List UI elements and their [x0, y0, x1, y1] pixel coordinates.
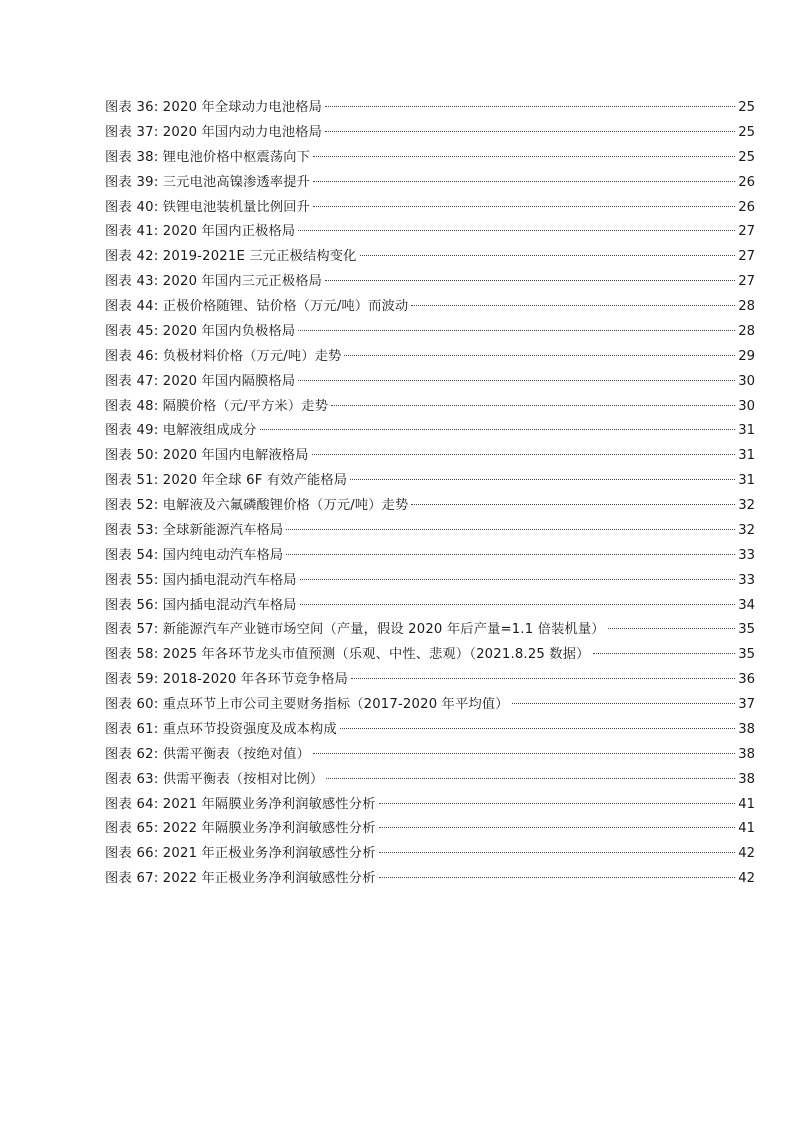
toc-entry-title: 2022 年隔膜业务净利润敏感性分析 — [162, 821, 376, 837]
toc-dot-leader — [593, 653, 736, 654]
toc-entry[interactable] — [105, 743, 755, 768]
toc-entry-label: 图表 58: — [105, 647, 159, 663]
toc-entry-title: 全球新能源汽车格局 — [162, 522, 284, 538]
toc-entry-page-number: 32 — [738, 522, 755, 538]
toc-entry-label: 图表 63: — [105, 771, 159, 787]
toc-entry-label: 图表 51: — [105, 473, 159, 489]
toc-entry-page-number: 38 — [738, 721, 755, 737]
toc-dot-leader — [351, 678, 735, 679]
table-of-figures — [105, 96, 755, 892]
toc-dot-leader — [326, 778, 735, 779]
toc-entry-page-number: 41 — [738, 821, 755, 837]
toc-dot-leader — [379, 852, 736, 853]
toc-entry-label: 图表 52: — [105, 498, 159, 513]
toc-dot-leader — [286, 529, 735, 530]
toc-entry-label: 图表 65: — [105, 821, 159, 837]
toc-entry-label: 图表 67: — [105, 871, 159, 887]
toc-entry[interactable] — [105, 867, 755, 892]
toc-dot-leader — [313, 181, 735, 182]
toc-entry-title: 重点环节投资强度及成本构成 — [162, 721, 337, 737]
toc-dot-leader — [512, 703, 736, 704]
toc-entry-page-number: 25 — [738, 124, 755, 140]
toc-entry-page-number: 26 — [738, 199, 755, 215]
toc-entry-page-number: 38 — [738, 771, 755, 787]
toc-entry[interactable] — [105, 146, 755, 171]
toc-entry-title: 新能源汽车产业链市场空间（产量，假设 2020 年后产量=1.1 倍装机量） — [162, 622, 605, 638]
toc-entry-label: 图表 42: — [105, 249, 159, 265]
toc-entry[interactable] — [105, 544, 755, 569]
toc-entry-page-number: 31 — [738, 423, 755, 439]
toc-entry-title: 隔膜价格（元/平方米）走势 — [162, 398, 329, 414]
toc-entry-page-number: 38 — [738, 746, 755, 762]
toc-entry[interactable] — [105, 295, 755, 320]
toc-dot-leader — [300, 579, 736, 580]
toc-entry[interactable] — [105, 220, 755, 245]
toc-entry-title: 2019-2021E 三元正极结构变化 — [162, 249, 357, 265]
toc-entry-title: 锂电池价格中枢震荡向下 — [162, 149, 311, 165]
toc-dot-leader — [312, 454, 736, 455]
toc-entry-title: 三元电池高镍渗透率提升 — [162, 174, 311, 190]
toc-entry[interactable] — [105, 395, 755, 420]
toc-entry-title: 2020 年国内电解液格局 — [162, 448, 309, 464]
toc-dot-leader — [331, 405, 735, 406]
toc-dot-leader — [411, 504, 735, 505]
toc-entry-page-number: 30 — [738, 398, 755, 414]
toc-entry-title: 2025 年各环节龙头市值预测（乐观、中性、悲观）（2021.8.25 数据） — [162, 647, 590, 663]
toc-entry-page-number: 30 — [738, 373, 755, 389]
toc-entry-title: 负极材料价格（万元/吨）走势 — [162, 348, 342, 364]
toc-entry-page-number: 33 — [738, 572, 755, 588]
toc-entry-label: 图表 50: — [105, 448, 159, 464]
toc-entry-label: 图表 64: — [105, 796, 159, 812]
toc-entry-label: 图表 57: — [105, 622, 159, 638]
toc-dot-leader — [350, 479, 735, 480]
toc-entry-page-number: 25 — [738, 100, 755, 115]
toc-dot-leader — [313, 753, 735, 754]
toc-entry-label: 图表 47: — [105, 373, 159, 389]
toc-entry-page-number: 28 — [738, 299, 755, 314]
toc-entry-title: 2021 年隔膜业务净利润敏感性分析 — [162, 796, 376, 812]
toc-entry[interactable] — [105, 171, 755, 196]
toc-entry-page-number: 27 — [738, 274, 755, 290]
toc-entry[interactable] — [105, 569, 755, 594]
toc-entry-page-number: 31 — [738, 448, 755, 464]
toc-entry-label: 图表 54: — [105, 547, 159, 563]
toc-entry-label: 图表 49: — [105, 423, 159, 439]
toc-dot-leader — [379, 803, 736, 804]
toc-entry-label: 图表 60: — [105, 697, 159, 712]
toc-entry[interactable] — [105, 469, 755, 494]
toc-entry-label: 图表 53: — [105, 522, 159, 538]
toc-entry-title: 2021 年正极业务净利润敏感性分析 — [162, 846, 376, 862]
toc-dot-leader — [260, 429, 736, 430]
toc-entry-label: 图表 48: — [105, 398, 159, 414]
toc-entry-page-number: 36 — [738, 672, 755, 688]
toc-entry[interactable] — [105, 519, 755, 544]
toc-entry[interactable] — [105, 96, 755, 121]
toc-entry-label: 图表 41: — [105, 224, 159, 240]
toc-entry-label: 图表 59: — [105, 672, 159, 688]
toc-entry[interactable] — [105, 270, 755, 295]
toc-entry-title: 2020 年国内隔膜格局 — [162, 373, 296, 389]
toc-dot-leader — [340, 728, 735, 729]
toc-entry-page-number: 37 — [738, 697, 755, 712]
toc-entry[interactable] — [105, 618, 755, 643]
toc-entry[interactable] — [105, 444, 755, 469]
toc-entry[interactable] — [105, 668, 755, 693]
toc-entry-page-number: 25 — [738, 149, 755, 165]
toc-entry-title: 铁锂电池装机量比例回升 — [162, 199, 311, 215]
toc-dot-leader — [344, 355, 735, 356]
toc-entry-title: 2018-2020 年各环节竞争格局 — [162, 672, 348, 688]
toc-entry-title: 供需平衡表（按绝对值） — [162, 746, 311, 762]
toc-entry-title: 2020 年国内正极格局 — [162, 224, 296, 240]
toc-entry-label: 图表 62: — [105, 746, 159, 762]
toc-entry-page-number: 42 — [738, 846, 755, 862]
toc-entry-label: 图表 43: — [105, 274, 159, 290]
toc-entry-title: 重点环节上市公司主要财务指标（2017-2020 年平均值） — [162, 697, 509, 712]
toc-entry[interactable] — [105, 345, 755, 370]
toc-entry-page-number: 27 — [738, 249, 755, 265]
toc-entry-title: 2020 年国内负极格局 — [162, 323, 296, 339]
toc-entry[interactable] — [105, 594, 755, 619]
toc-entry-page-number: 35 — [738, 647, 755, 663]
toc-entry[interactable] — [105, 817, 755, 842]
toc-entry[interactable] — [105, 196, 755, 221]
toc-entry-page-number: 42 — [738, 871, 755, 887]
toc-dot-leader — [379, 827, 736, 828]
toc-entry-page-number: 34 — [738, 597, 755, 613]
toc-dot-leader — [286, 554, 735, 555]
toc-entry-title: 国内插电混动汽车格局 — [162, 572, 297, 588]
toc-entry-page-number: 31 — [738, 473, 755, 489]
toc-dot-leader — [313, 206, 735, 207]
toc-entry-title: 2020 年全球动力电池格局 — [162, 100, 323, 115]
toc-entry[interactable] — [105, 643, 755, 668]
toc-entry-label: 图表 55: — [105, 572, 159, 588]
toc-entry-label: 图表 46: — [105, 348, 159, 364]
toc-entry-page-number: 27 — [738, 224, 755, 240]
toc-dot-leader — [411, 305, 735, 306]
toc-entry-title: 国内插电混动汽车格局 — [162, 597, 297, 613]
toc-entry-label: 图表 44: — [105, 299, 159, 314]
toc-entry-page-number: 41 — [738, 796, 755, 812]
toc-dot-leader — [298, 380, 735, 381]
toc-entry[interactable] — [105, 320, 755, 345]
toc-dot-leader — [608, 628, 736, 629]
toc-entry-label: 图表 66: — [105, 846, 159, 862]
toc-entry-page-number: 28 — [738, 323, 755, 339]
toc-dot-leader — [298, 230, 735, 231]
toc-dot-leader — [325, 131, 735, 132]
toc-entry-title: 电解液及六氟磷酸锂价格（万元/吨）走势 — [162, 498, 409, 513]
toc-entry-label: 图表 56: — [105, 597, 159, 613]
toc-entry[interactable] — [105, 842, 755, 867]
toc-entry[interactable] — [105, 494, 755, 519]
toc-entry[interactable] — [105, 693, 755, 718]
toc-entry[interactable] — [105, 121, 755, 146]
toc-entry-title: 国内纯电动汽车格局 — [162, 547, 284, 563]
toc-entry-label: 图表 40: — [105, 199, 159, 215]
toc-dot-leader — [313, 156, 735, 157]
toc-entry-page-number: 29 — [738, 348, 755, 364]
toc-entry-title: 电解液组成成分 — [162, 423, 257, 439]
toc-entry-title: 正极价格随锂、钴价格（万元/吨）而波动 — [162, 299, 409, 314]
toc-entry-title: 2020 年全球 6F 有效产能格局 — [162, 473, 348, 489]
toc-entry[interactable] — [105, 793, 755, 818]
toc-entry-page-number: 35 — [738, 622, 755, 638]
toc-entry[interactable] — [105, 419, 755, 444]
toc-entry-label: 图表 45: — [105, 323, 159, 339]
toc-entry-label: 图表 61: — [105, 721, 159, 737]
toc-entry-title: 供需平衡表（按相对比例） — [162, 771, 324, 787]
toc-entry-page-number: 26 — [738, 174, 755, 190]
toc-dot-leader — [360, 255, 736, 256]
toc-entry[interactable] — [105, 245, 755, 270]
toc-entry-page-number: 32 — [738, 498, 755, 513]
toc-entry-title: 2020 年国内动力电池格局 — [162, 124, 323, 140]
toc-entry-label: 图表 38: — [105, 149, 159, 165]
toc-entry[interactable] — [105, 768, 755, 793]
toc-entry-page-number: 33 — [738, 547, 755, 563]
toc-entry[interactable] — [105, 718, 755, 743]
toc-entry[interactable] — [105, 370, 755, 395]
toc-entry-label: 图表 39: — [105, 174, 159, 190]
toc-dot-leader — [325, 280, 735, 281]
toc-dot-leader — [300, 604, 736, 605]
toc-dot-leader — [379, 877, 736, 878]
toc-dot-leader — [325, 106, 735, 107]
toc-entry-label: 图表 37: — [105, 124, 159, 140]
toc-entry-title: 2022 年正极业务净利润敏感性分析 — [162, 871, 376, 887]
toc-entry-title: 2020 年国内三元正极格局 — [162, 274, 323, 290]
toc-entry-label: 图表 36: — [105, 100, 159, 115]
toc-dot-leader — [298, 330, 735, 331]
